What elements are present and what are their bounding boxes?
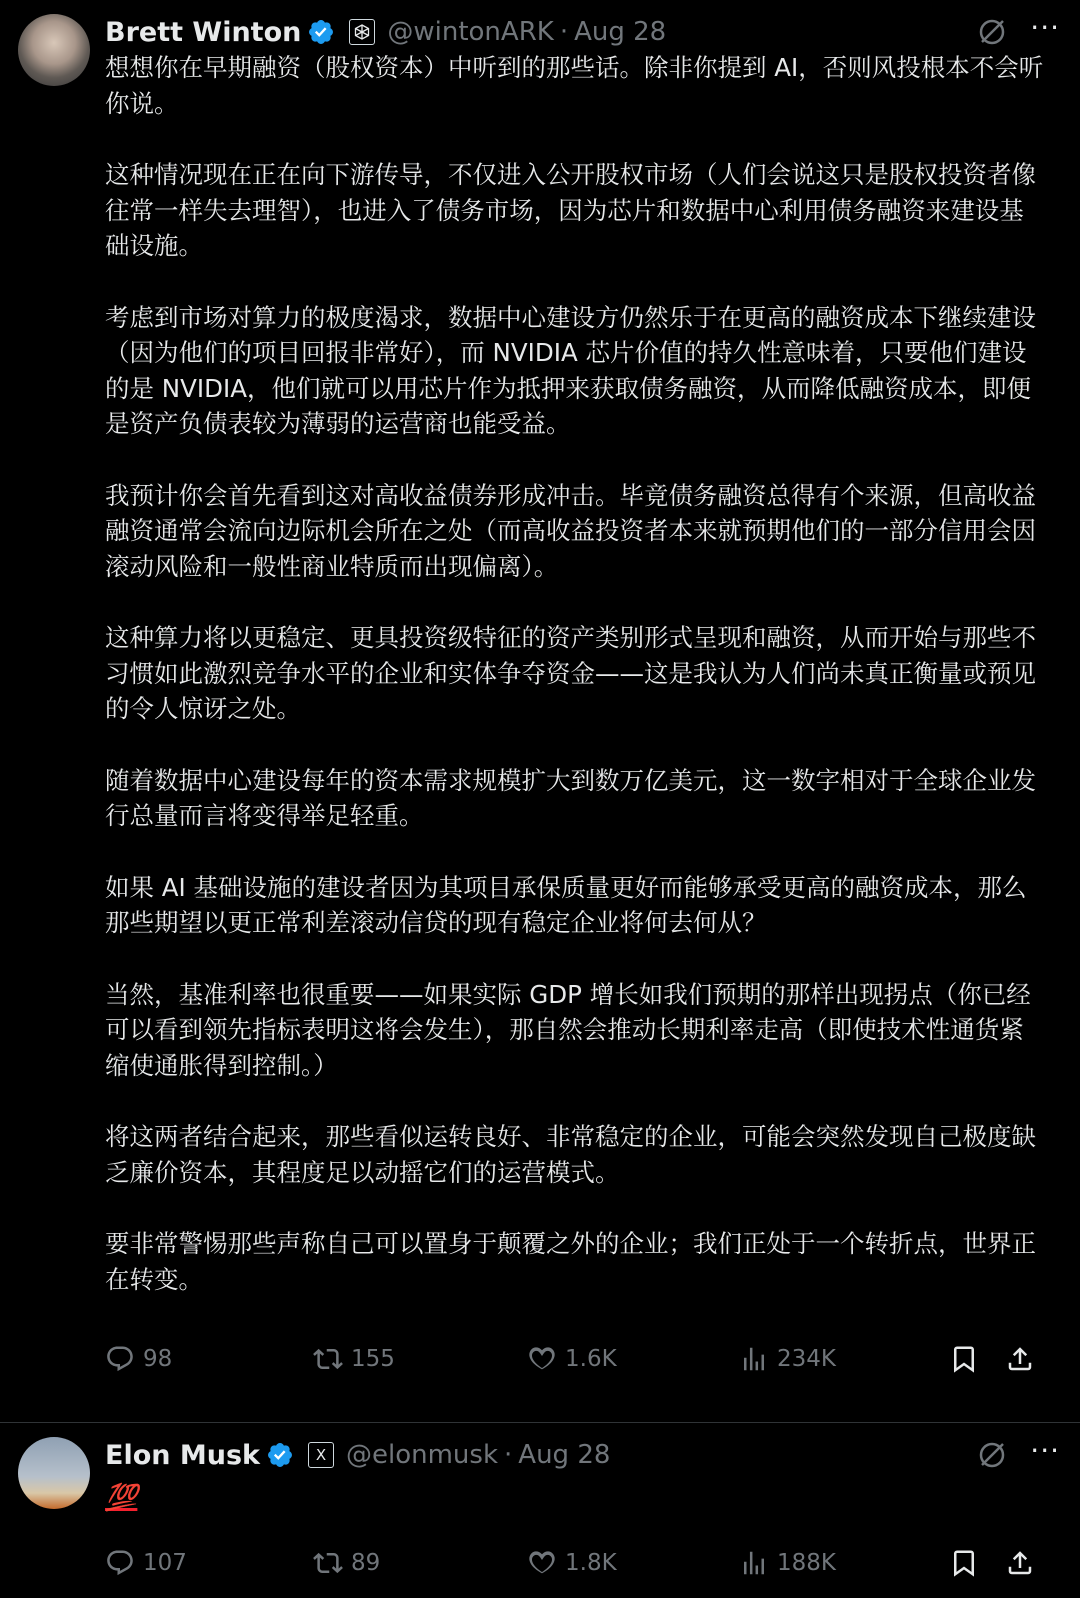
bookmark-button[interactable] bbox=[949, 1344, 987, 1374]
tweet-date: Aug 28 bbox=[518, 1440, 611, 1470]
bookmark-button[interactable] bbox=[949, 1548, 987, 1578]
reply-count: 98 bbox=[143, 1346, 173, 1372]
tweet[interactable] bbox=[0, 1423, 1080, 1598]
views-count: 188K bbox=[777, 1550, 836, 1576]
share-icon bbox=[1005, 1344, 1035, 1374]
tweet-header bbox=[105, 1433, 1060, 1473]
repost-icon bbox=[313, 1548, 343, 1578]
tweet-paragraph: 随着数据中心建设每年的资本需求规模扩大到数万亿美元，这一数字相对于全球企业发行总量而言将变得举足轻重。 bbox=[105, 765, 1036, 830]
reply-button[interactable] bbox=[105, 1548, 187, 1578]
action-bar bbox=[105, 1339, 1056, 1379]
hundred-points-emoji: 💯 bbox=[105, 1483, 138, 1513]
repost-icon bbox=[313, 1344, 343, 1374]
views-button[interactable] bbox=[739, 1344, 836, 1374]
tweet-paragraph: 要非常警惕那些声称自己可以置身于颠覆之外的企业；我们正处于一个转折点，世界正在转变。 bbox=[105, 1229, 1036, 1294]
tweet-text bbox=[105, 50, 1045, 1333]
author-name[interactable]: Brett Winton bbox=[105, 16, 302, 48]
views-icon bbox=[739, 1548, 769, 1578]
author-handle[interactable]: @elonmusk · Aug 28 bbox=[346, 1440, 611, 1470]
like-icon bbox=[527, 1548, 557, 1578]
share-button[interactable] bbox=[1005, 1548, 1043, 1578]
like-count: 1.8K bbox=[565, 1550, 617, 1576]
like-button[interactable] bbox=[527, 1344, 617, 1374]
views-count: 234K bbox=[777, 1346, 836, 1372]
grok-icon[interactable] bbox=[976, 16, 1008, 48]
reply-icon bbox=[105, 1548, 135, 1578]
affiliate-badge-icon[interactable] bbox=[349, 19, 375, 45]
avatar[interactable] bbox=[18, 14, 90, 86]
share-icon bbox=[1005, 1548, 1035, 1578]
reply-button[interactable] bbox=[105, 1344, 172, 1374]
views-button[interactable] bbox=[739, 1548, 836, 1578]
repost-count: 155 bbox=[351, 1346, 395, 1372]
like-count: 1.6K bbox=[565, 1346, 617, 1372]
share-button[interactable] bbox=[1005, 1344, 1043, 1374]
bookmark-icon bbox=[949, 1548, 979, 1578]
like-button[interactable] bbox=[527, 1548, 617, 1578]
like-icon bbox=[527, 1344, 557, 1374]
tweet-paragraph: 这种算力将以更稳定、更具投资级特征的资产类别形式呈现和融资，从而开始与那些不习惯如此激烈竞争水平的企业和实体争夺资金——这是我认为人们尚未真正衡量或预见的令人惊讶之处。 bbox=[105, 623, 1036, 723]
reply-count: 107 bbox=[143, 1550, 187, 1576]
more-icon[interactable]: ··· bbox=[1030, 10, 1060, 44]
author-name[interactable]: Elon Musk bbox=[105, 1439, 260, 1471]
repost-button[interactable] bbox=[313, 1548, 380, 1578]
tweet-paragraph: 考虑到市场对算力的极度渴求，数据中心建设方仍然乐于在更高的融资成本下继续建设（因为他们的项目回报非常好），而 NVIDIA 芯片价值的持久性意味着，只要他们建设的是 NVIDIA，他们就可以用芯片作为抵押来获取债务融资，从而降低融资成本，即便是资产负债表较为薄弱的运营商也能受益。 bbox=[105, 302, 1036, 438]
tweet-paragraph: 这种情况现在正在向下游传导，不仅进入公开股权市场（人们会说这只是股权投资者像往常一样失去理智），也进入了债务市场，因为芯片和数据中心利用债务融资来建设基础设施。 bbox=[105, 160, 1036, 260]
grok-icon[interactable] bbox=[976, 1439, 1008, 1471]
views-icon bbox=[739, 1344, 769, 1374]
action-bar bbox=[105, 1543, 1056, 1583]
repost-count: 89 bbox=[351, 1550, 381, 1576]
reply-icon bbox=[105, 1344, 135, 1374]
more-icon[interactable]: ··· bbox=[1030, 1433, 1060, 1467]
tweet-paragraph: 想想你在早期融资（股权资本）中听到的那些话。除非你提到 AI，否则风投根本不会听你说。 bbox=[105, 53, 1044, 118]
tweet-header bbox=[105, 10, 1060, 50]
author-handle[interactable]: @wintonARK · Aug 28 bbox=[387, 17, 667, 47]
tweet-paragraph: 如果 AI 基础设施的建设者因为其项目承保质量更好而能够承受更高的融资成本，那么那些期望以更正常利差滚动信贷的现有稳定企业将何去何从？ bbox=[105, 872, 1027, 937]
avatar[interactable] bbox=[18, 1437, 90, 1509]
bookmark-icon bbox=[949, 1344, 979, 1374]
tweet-paragraph: 将这两者结合起来，那些看似运转良好、非常稳定的企业，可能会突然发现自己极度缺乏廉价资本，其程度足以动摇它们的运营模式。 bbox=[105, 1122, 1036, 1187]
tweet-date: Aug 28 bbox=[574, 17, 667, 47]
verified-badge-icon bbox=[266, 1441, 294, 1469]
affiliate-badge-icon[interactable]: X bbox=[308, 1442, 334, 1468]
tweet-paragraph: 当然，基准利率也很重要——如果实际 GDP 增长如我们预期的那样出现拐点（你已经可以看到领先指标表明这将会发生），那自然会推动长期利率走高（即使技术性通货紧缩使通胀得到控制。） bbox=[105, 979, 1031, 1080]
tweet-paragraph: 我预计你会首先看到这对高收益债券形成冲击。毕竟债务融资总得有个来源，但高收益融资通常会流向边际机会所在之处（而高收益投资者本来就预期他们的一部分信用会因滚动风险和一般性商业特质而出现偏离）。 bbox=[105, 480, 1036, 581]
repost-button[interactable] bbox=[313, 1344, 395, 1374]
verified-badge-icon bbox=[307, 18, 335, 46]
